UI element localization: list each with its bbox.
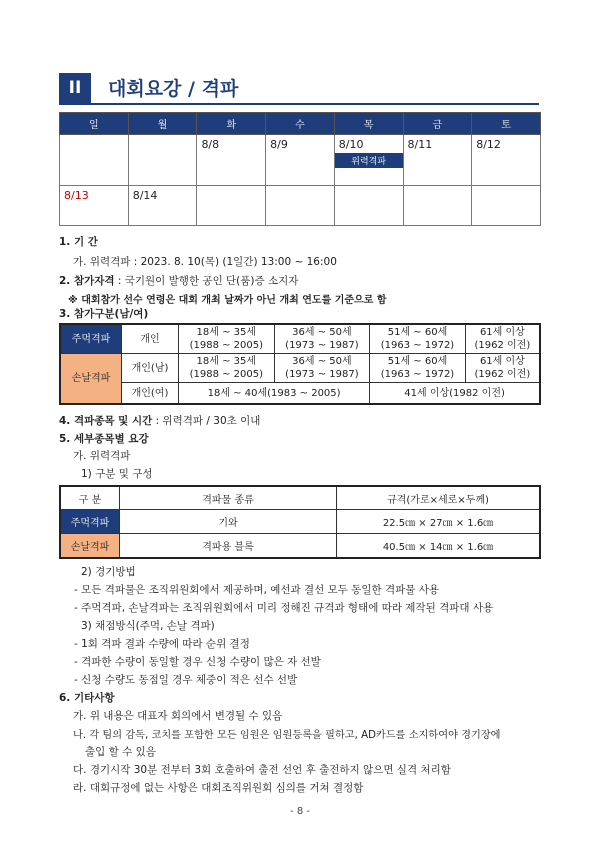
schedule-calendar xyxy=(59,112,541,226)
day-sun: 일 xyxy=(60,113,129,135)
age-group-cell: 61세 이상 (1962 이전) xyxy=(465,324,540,354)
material-cell: 격파용 블록 xyxy=(120,534,337,559)
column-header: 격파물 종류 xyxy=(120,486,337,510)
division-label: 개인(남) xyxy=(122,354,179,383)
section-6-heading: 6. 기타사항 xyxy=(59,692,115,704)
age-group-cell: 18세 ~ 35세 (1988 ~ 2005) xyxy=(179,324,275,354)
scoring-heading: 3) 채점방식(주먹, 손날 격파) xyxy=(81,620,215,632)
rules-line: - 주먹격파, 손날격파는 조직위원회에서 미리 정해진 규격과 형태에 따라 제작된 격파대 사용 xyxy=(74,602,494,614)
day-wed: 수 xyxy=(266,113,335,135)
section-2-line xyxy=(59,273,298,288)
calendar-cell: 8/8 xyxy=(197,135,266,186)
age-group-cell: 51세 ~ 60세 (1963 ~ 1972) xyxy=(370,324,466,354)
material-cell: 기와 xyxy=(120,510,337,534)
age-note: ※ 대회참가 선수 연령은 대회 개최 날짜가 아닌 개최 연도를 기준으로 함 xyxy=(68,295,387,306)
column-header: 구 분 xyxy=(60,486,120,510)
section-1-heading: 1. 기 간 xyxy=(59,236,98,248)
calendar-date: 8/10 xyxy=(338,138,364,151)
division-label: 개인(여) xyxy=(122,383,179,405)
calendar-cell xyxy=(403,186,472,226)
day-fri: 금 xyxy=(403,113,472,135)
age-group-cell: 51세 ~ 60세 (1963 ~ 1972) xyxy=(370,354,466,383)
category-label: 손날격파 xyxy=(60,534,120,559)
age-group-cell: 36세 ~ 50세 (1973 ~ 1987) xyxy=(274,354,370,383)
column-header: 규격(가로×세로×두께) xyxy=(337,486,541,510)
category-label: 주먹격파 xyxy=(60,510,120,534)
calendar-cell: 8/14 xyxy=(128,186,197,226)
rules-line: - 격파한 수량이 동일할 경우 신청 수량이 많은 자 선발 xyxy=(74,656,321,668)
calendar-cell: 8/9 xyxy=(266,135,335,186)
section-2-heading: 2. 참가자격 xyxy=(59,275,115,287)
size-cell: 22.5㎝ × 27㎝ × 1.6㎝ xyxy=(337,510,541,534)
age-group-cell: 18세 ~ 40세(1983 ~ 2005) xyxy=(179,383,370,405)
calendar-cell xyxy=(128,135,197,186)
calendar-cell: 8/12 xyxy=(472,135,541,186)
event-badge: 위력격파 xyxy=(335,153,403,168)
age-group-cell: 41세 이상(1982 이전) xyxy=(370,383,540,405)
day-tue: 화 xyxy=(197,113,266,135)
calendar-cell xyxy=(334,186,403,226)
subsection-a: 가. 위력격파 xyxy=(73,450,131,462)
calendar-cell xyxy=(266,186,335,226)
section-5-heading: 5. 세부종목별 요강 xyxy=(59,433,149,445)
rules-method-heading: 2) 경기방법 xyxy=(81,566,136,578)
misc-line: 나. 각 팀의 감독, 코치를 포함한 모든 임원은 임원등록을 필하고, AD카드를 소지하여야 경기장에 xyxy=(73,730,501,741)
age-group-cell: 61세 이상 (1962 이전) xyxy=(465,354,540,383)
calendar-cell xyxy=(60,135,129,186)
title-underline xyxy=(59,103,539,105)
size-cell: 40.5㎝ × 14㎝ × 1.6㎝ xyxy=(337,534,541,559)
page-number: - 8 - xyxy=(290,806,310,817)
rules-line: - 1회 격파 결과 수량에 따라 순위 결정 xyxy=(74,638,250,650)
subsection-a1: 1) 구분 및 구성 xyxy=(81,468,153,480)
section-1-line: 가. 위력격파 : 2023. 8. 10(목) (1일간) 13:00 ~ 16:00 xyxy=(73,256,337,268)
section-4-text: : 위력격파 / 30초 이내 xyxy=(152,415,261,427)
misc-line: 출입 할 수 있음 xyxy=(85,746,156,758)
section-number: II xyxy=(59,73,91,103)
day-mon: 월 xyxy=(128,113,197,135)
category-label: 주먹격파 xyxy=(60,324,122,354)
calendar-cell xyxy=(472,186,541,226)
misc-line: 가. 위 내용은 대표자 회의에서 변경될 수 있음 xyxy=(73,710,283,722)
calendar-cell: 8/11 xyxy=(403,135,472,186)
board-spec-table xyxy=(59,485,541,559)
day-thu: 목 xyxy=(334,113,403,135)
misc-line: 라. 대회규정에 없는 사항은 대회조직위원회 심의를 거쳐 결정함 xyxy=(73,782,364,794)
section-4-heading: 4. 격파종목 및 시간 xyxy=(59,415,153,427)
calendar-cell xyxy=(197,186,266,226)
section-2-text: : 국기원이 발행한 공인 단(품)증 소지자 xyxy=(114,275,299,287)
category-label: 손날격파 xyxy=(60,354,122,405)
rules-line: - 신청 수량도 동점일 경우 체중이 적은 선수 선발 xyxy=(74,674,298,686)
calendar-cell-holiday: 8/13 xyxy=(60,186,129,226)
section-3-heading: 3. 참가구분(남/여) xyxy=(59,308,149,320)
section-4-line xyxy=(59,413,260,428)
division-label: 개인 xyxy=(122,324,179,354)
misc-line: 다. 경기시작 30분 전부터 3회 호출하여 출전 선언 후 출전하지 않으면 실격 처리함 xyxy=(73,764,451,776)
age-group-cell: 36세 ~ 50세 (1973 ~ 1987) xyxy=(274,324,370,354)
eligibility-table xyxy=(59,323,541,405)
rules-line: - 모든 격파물은 조직위원회에서 제공하며, 예선과 결선 모두 동일한 격파물 사용 xyxy=(74,584,440,596)
calendar-cell-event xyxy=(334,135,403,186)
age-group-cell: 18세 ~ 35세 (1988 ~ 2005) xyxy=(179,354,275,383)
page-title: 대회요강 / 격파 xyxy=(108,78,239,100)
day-sat: 토 xyxy=(472,113,541,135)
